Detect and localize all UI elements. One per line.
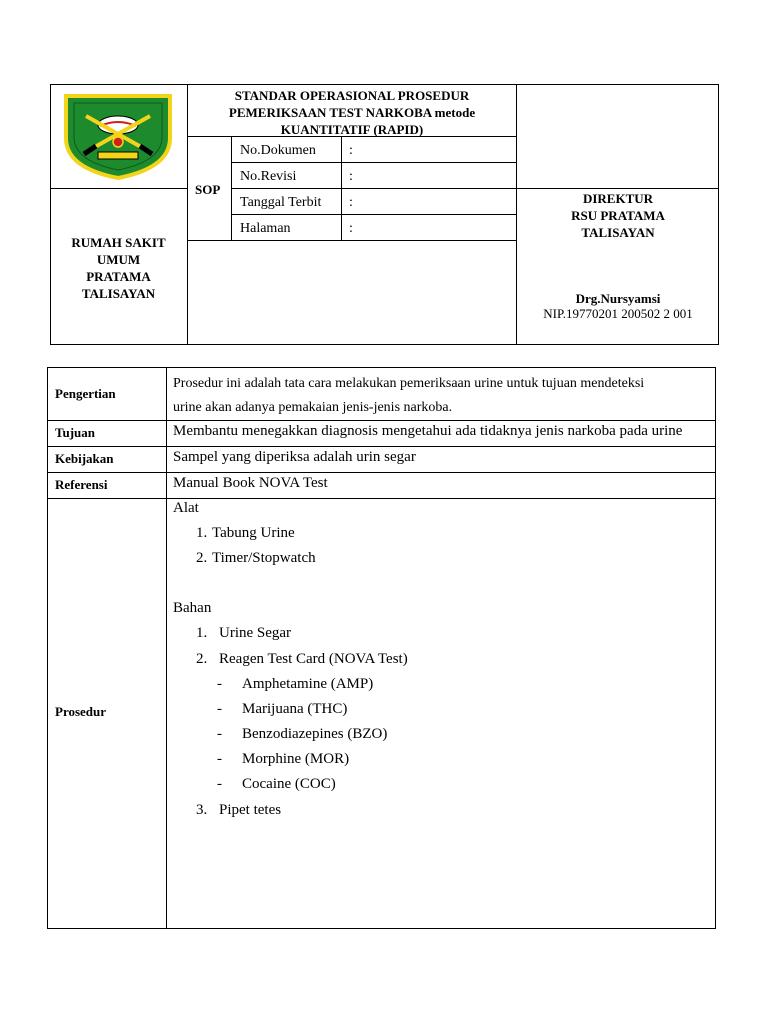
sub-item: Benzodiazepines (BZO) <box>242 726 388 742</box>
field-value: : <box>349 195 353 210</box>
list-item: Urine Segar <box>219 625 292 641</box>
director-line: TALISAYAN <box>581 225 655 240</box>
divider <box>47 472 716 473</box>
field-value: : <box>349 143 353 158</box>
list-number: 2. <box>196 651 208 667</box>
divider <box>231 162 516 163</box>
list-number: 3. <box>196 802 208 818</box>
row-content-kebijakan: Sampel yang diperiksa adalah urin segar <box>173 449 416 465</box>
list-item: Tabung Urine <box>212 525 295 541</box>
list-number: 1. <box>196 525 208 541</box>
sub-bullet: - <box>217 676 222 692</box>
director-name: Drg.Nursyamsi <box>575 291 661 306</box>
field-label: No.Dokumen <box>240 143 316 158</box>
field-value: : <box>349 169 353 184</box>
field-label: No.Revisi <box>240 169 297 184</box>
divider <box>231 136 232 240</box>
divider <box>50 188 187 189</box>
field-label: Tanggal Terbit <box>240 195 322 210</box>
list-number: 1. <box>196 625 208 641</box>
document-title <box>188 87 516 138</box>
list-item: Reagen Test Card (NOVA Test) <box>219 651 408 667</box>
director-line: RSU PRATAMA <box>571 208 665 223</box>
bahan-title: Bahan <box>173 600 212 616</box>
director-nip: NIP.19770201 200502 2 001 <box>543 306 693 321</box>
hospital-line: TALISAYAN <box>81 286 156 301</box>
field-label: Halaman <box>240 221 291 236</box>
divider <box>166 367 167 929</box>
divider <box>231 188 516 189</box>
sub-item: Amphetamine (AMP) <box>242 676 374 692</box>
alat-title: Alat <box>173 500 199 516</box>
sub-bullet: - <box>217 776 222 792</box>
list-item: Pipet tetes <box>219 802 282 818</box>
sub-bullet: - <box>217 701 222 717</box>
sub-bullet: - <box>217 726 222 742</box>
sub-bullet: - <box>217 751 222 767</box>
divider <box>341 136 342 240</box>
shield-icon <box>62 92 174 180</box>
divider <box>47 498 716 499</box>
regional-emblem-logo <box>62 92 174 180</box>
row-label-pengertian: Pengertian <box>55 386 116 401</box>
list-number: 2. <box>196 550 208 566</box>
row-label-kebijakan: Kebijakan <box>55 451 114 466</box>
divider <box>516 188 719 189</box>
row-label-referensi: Referensi <box>55 477 108 492</box>
hospital-name <box>50 234 187 302</box>
title-line: PEMERIKSAAN TEST NARKOBA metode <box>228 105 476 120</box>
content-line: Prosedur ini adalah tata cara melakukan pemeriksaan urine untuk tujuan mendeteksi <box>173 376 645 391</box>
sop-label: SOP <box>195 182 221 197</box>
director-line: DIREKTUR <box>582 191 654 206</box>
hospital-line: RUMAH SAKIT <box>71 235 166 250</box>
field-value: : <box>349 221 353 236</box>
director-block <box>517 190 719 241</box>
list-item: Timer/Stopwatch <box>212 550 316 566</box>
divider <box>187 240 516 241</box>
row-label-prosedur: Prosedur <box>55 704 107 719</box>
sub-item: Marijuana (THC) <box>242 701 348 717</box>
row-content-tujuan: Membantu menegakkan diagnosis mengetahui ada tidaknya jenis narkoba pada urine <box>173 423 683 439</box>
divider <box>231 214 516 215</box>
hospital-line: UMUM <box>96 252 141 267</box>
title-line: STANDAR OPERASIONAL PROSEDUR <box>234 88 470 103</box>
row-content-referensi: Manual Book NOVA Test <box>173 475 328 491</box>
hospital-line: PRATAMA <box>86 269 151 284</box>
sub-item: Morphine (MOR) <box>242 751 350 767</box>
row-label-tujuan: Tujuan <box>55 425 95 440</box>
row-content-pengertian <box>173 372 713 420</box>
content-line: urine akan adanya pemakaian jenis-jenis narkoba. <box>173 400 453 415</box>
title-line: KUANTITATIF (RAPID) <box>280 122 424 137</box>
sub-item: Cocaine (COC) <box>242 776 336 792</box>
